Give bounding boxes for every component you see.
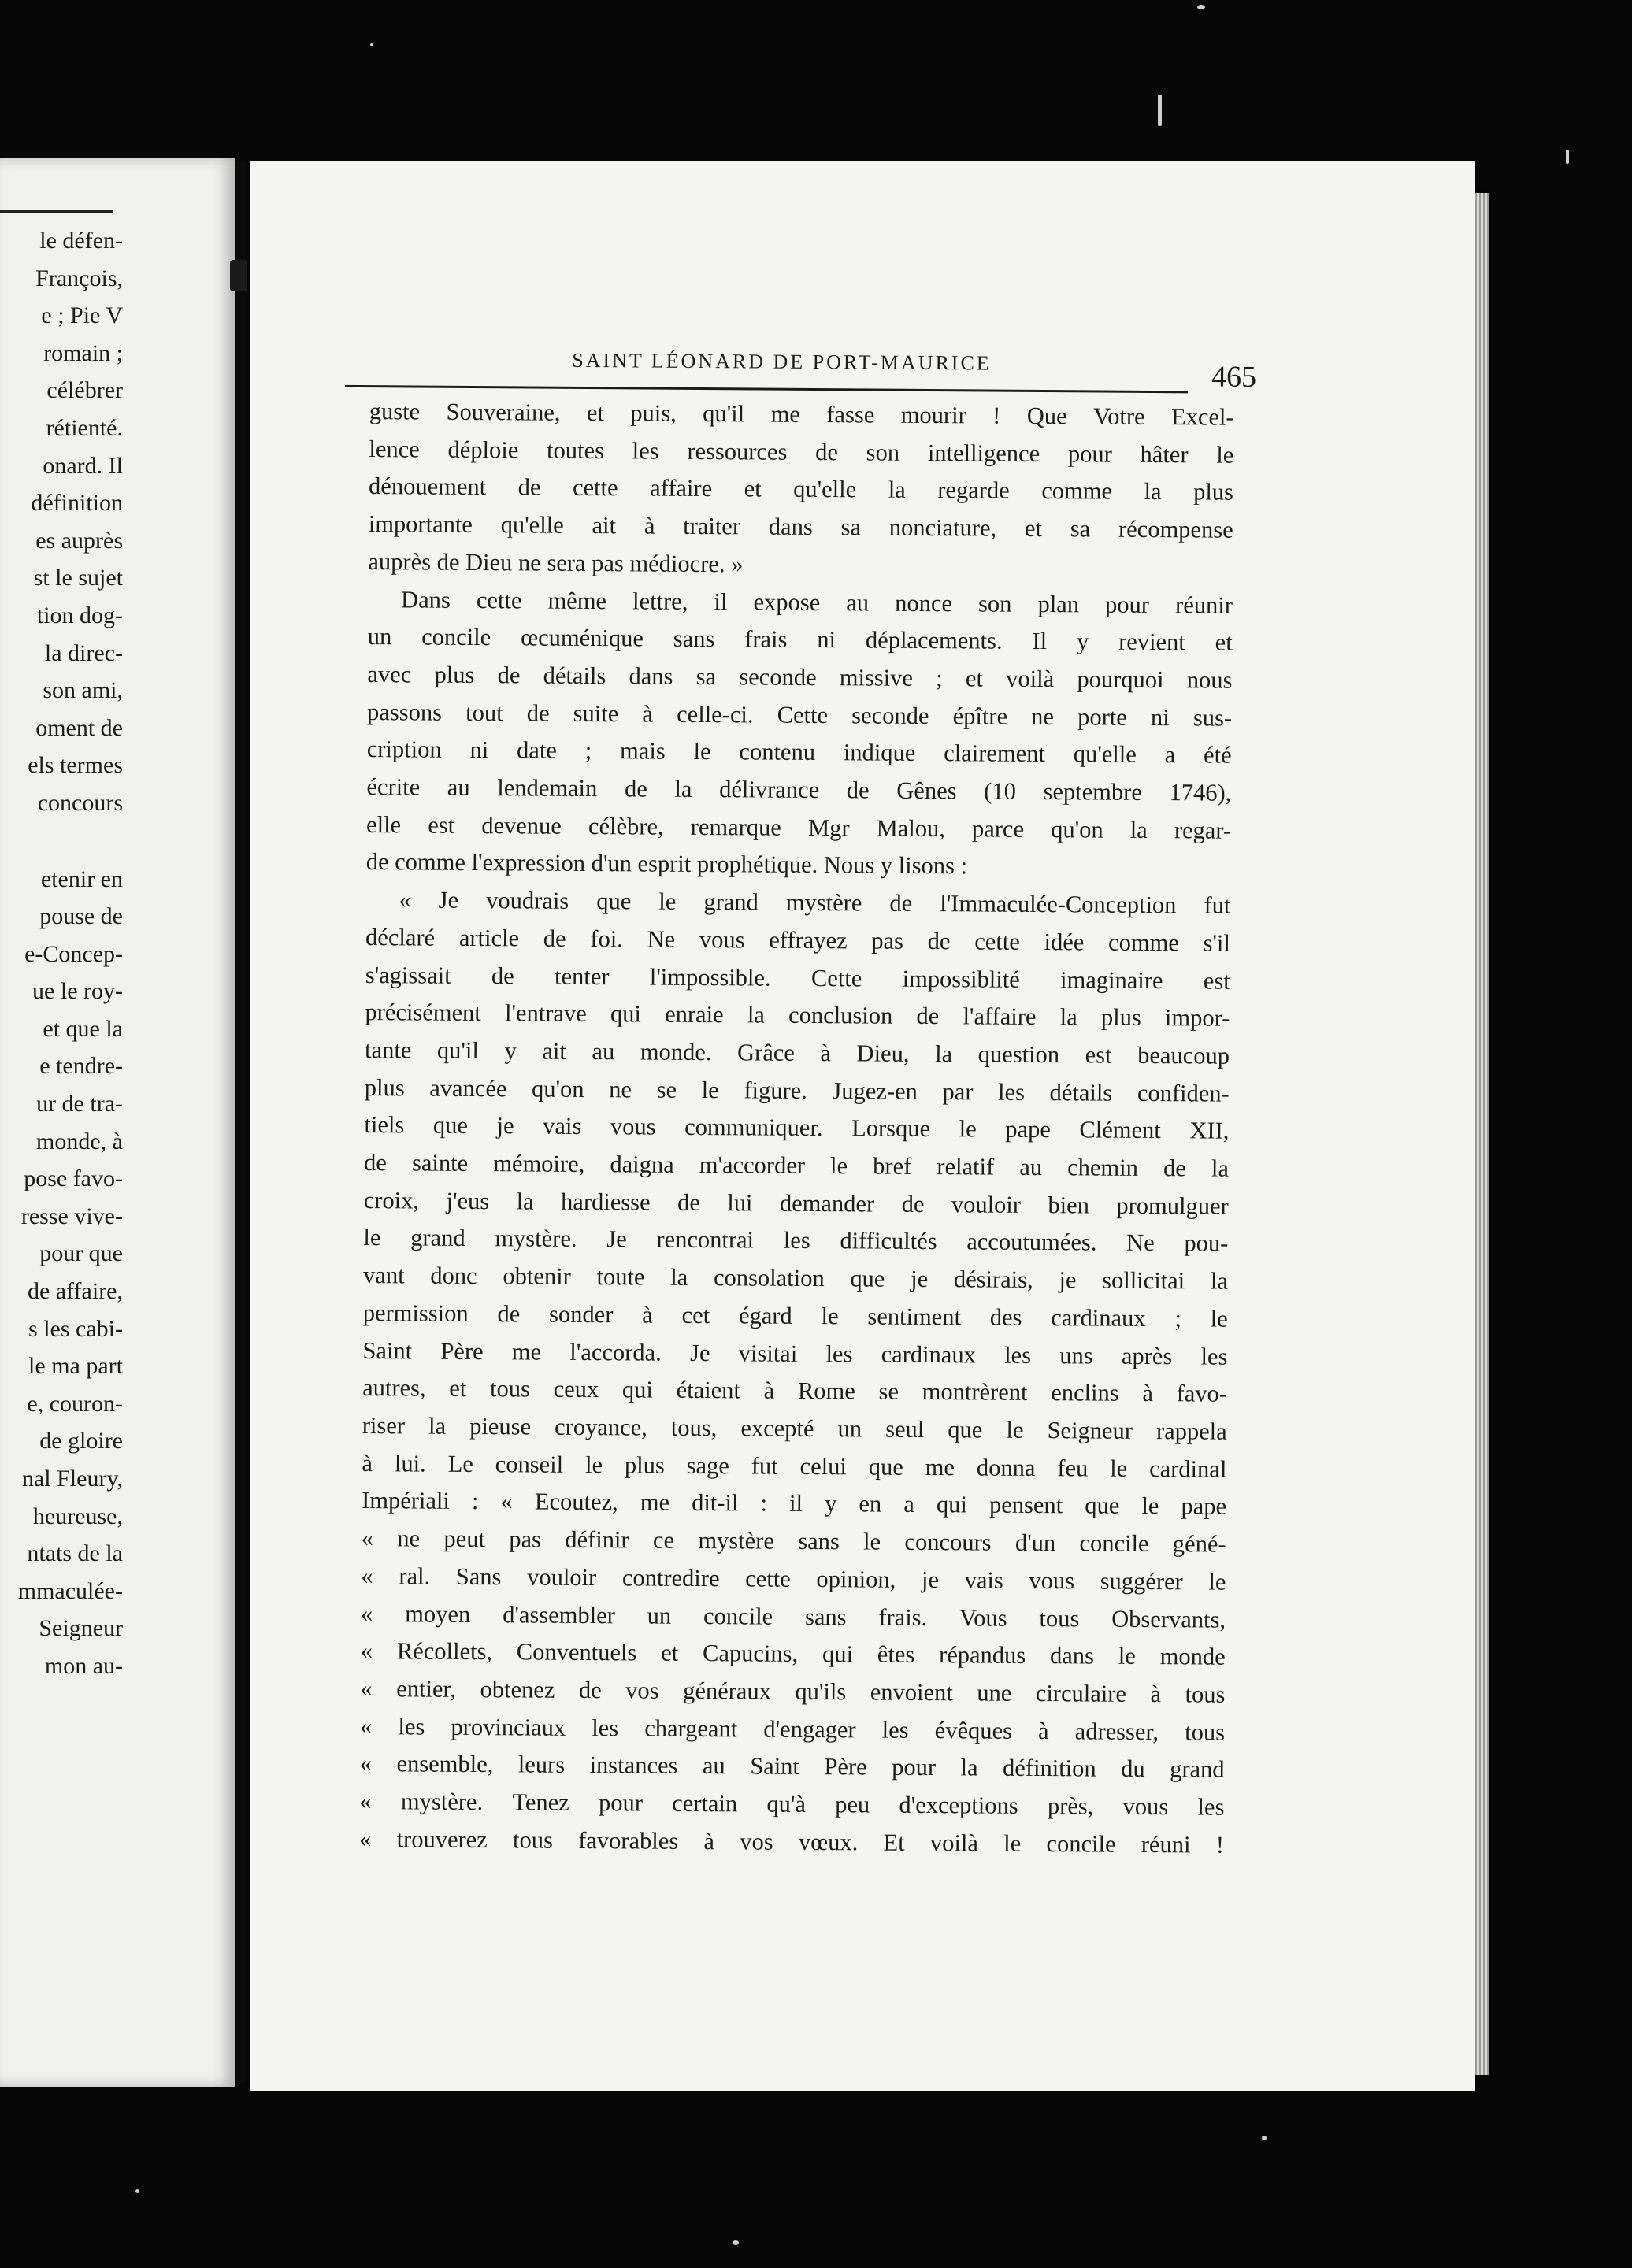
body-text — [359, 393, 1234, 1864]
left-page-line: ue le roy- — [32, 978, 123, 1005]
text-line: Impériali : « Ecoutez, me dit-il : il y en a qui pensent que le pape — [362, 1487, 1227, 1521]
text-line: écrite au lendemain de la délivrance de Gênes (10 septembre 1746), — [366, 773, 1232, 806]
text-line: Saint Père me l'accorda. Je visitai les cardinaux les uns après les — [362, 1336, 1228, 1370]
left-page-line: e tendre- — [39, 1053, 123, 1080]
left-page-line: es auprès — [35, 527, 123, 554]
text-line: importante qu'elle ait à traiter dans sa nonciature, et sa récompense — [368, 510, 1233, 543]
left-page-line: la direc- — [44, 639, 123, 666]
left-page-line: e-Concep- — [24, 940, 123, 967]
text-line: plus avancée qu'on ne se le figure. Jugez-en par les détails confiden- — [364, 1073, 1230, 1107]
text-line: avec plus de détails dans sa seconde missive ; et voilà pourquoi nous — [367, 660, 1233, 694]
left-page-line: de affaire, — [27, 1278, 123, 1305]
text-line: « mystère. Tenez pour certain qu'à peu d'exceptions près, vous les — [359, 1788, 1225, 1821]
text-line: elle est devenue célèbre, remarque Mgr Malou, parce qu'on la regar- — [366, 810, 1232, 844]
text-line: « ral. Sans vouloir contredire cette opinion, je vais vous suggérer le — [361, 1562, 1226, 1595]
text-line: le grand mystère. Je rencontrai les difficultés accoutumées. Ne pou- — [363, 1224, 1229, 1258]
left-page-line: le ma part — [28, 1353, 123, 1380]
left-page-line: e ; Pie V — [41, 302, 123, 329]
text-line: « moyen d'assembler un concile sans frais. Vous tous Observants, — [361, 1599, 1226, 1633]
left-page-line: oment de — [35, 714, 123, 741]
text-line: de sainte mémoire, daigna m'accorder le bref relatif au chemin de la — [364, 1149, 1230, 1182]
text-line: lence déploie toutes les ressources de son intelligence pour hâter le — [369, 435, 1234, 469]
left-page-line: etenir en — [40, 865, 123, 892]
text-line: de comme l'expression d'un esprit prophétique. Nous y lisons : — [365, 848, 968, 880]
left-page-line: resse vive- — [20, 1203, 123, 1229]
text-line: croix, j'eus la hardiesse de lui demander de vouloir bien promulguer — [363, 1186, 1229, 1220]
left-page-line: romain ; — [43, 339, 123, 366]
left-page-line: de gloire — [39, 1428, 123, 1455]
binding-clip — [230, 260, 247, 291]
text-line: riser la pieuse croyance, tous, excepté un seul que le Seigneur rappela — [362, 1412, 1227, 1445]
left-page-line: s les cabi- — [28, 1315, 123, 1342]
left-page-line: pose favo- — [24, 1166, 123, 1192]
left-page-line: pour que — [39, 1240, 123, 1267]
left-page-line: célébrer — [46, 377, 123, 404]
left-page-line: ntats de la — [27, 1540, 123, 1567]
left-page-line: François, — [35, 265, 123, 291]
left-page-rule — [0, 210, 113, 213]
text-line: s'agissait de tenter l'impossible. Cette impossiblité imaginaire est — [365, 961, 1230, 995]
text-line: autres, et tous ceux qui étaient à Rome se montrèrent enclins à favo- — [362, 1374, 1228, 1407]
left-page-line: onard. Il — [43, 452, 123, 479]
text-line: un concile œcuménique sans frais ni déplacements. Il y revient et — [367, 623, 1233, 656]
text-line: « Je voudrais que le grand mystère de l'Immaculée-Conception fut — [399, 886, 1231, 919]
text-line: « entier, obtenez de vos généraux qu'ils envoient une circulaire à tous — [360, 1674, 1226, 1708]
left-page-line: ur de tra- — [36, 1091, 123, 1117]
left-page-line: pouse de — [39, 903, 123, 930]
left-page-line: heureuse, — [32, 1503, 123, 1529]
text-line: passons tout de suite à celle-ci. Cette seconde épître ne porte ni sus- — [367, 698, 1233, 732]
left-page-line: rétienté. — [46, 414, 123, 441]
right-page — [250, 161, 1475, 2091]
left-page-line: son ami, — [43, 677, 123, 704]
left-page-line: définition — [31, 490, 123, 517]
page-number: 465 — [1211, 360, 1257, 394]
text-line: auprès de Dieu ne sera pas médiocre. » — [368, 547, 744, 578]
running-head: SAINT LÉONARD DE PORT-MAURICE — [572, 348, 992, 375]
left-page-line: mon au- — [44, 1652, 123, 1679]
left-page-line: els termes — [28, 752, 123, 779]
text-line: permission de sonder à cet égard le sentiment des cardinaux ; le — [362, 1299, 1228, 1332]
text-line: précisément l'entrave qui enraie la conclusion de l'affaire la plus impor- — [365, 999, 1230, 1032]
text-line: tiels que je vais vous communiquer. Lorsque le pape Clément XII, — [364, 1111, 1230, 1145]
text-line: dénouement de cette affaire et qu'elle la regarde comme la plus — [369, 472, 1234, 506]
left-page-text — [5, 222, 123, 1685]
left-page-line: nal Fleury, — [21, 1466, 123, 1492]
left-page-line: Seigneur — [39, 1615, 123, 1642]
left-page-line: le défen- — [39, 228, 123, 254]
left-page-line: tion dog- — [36, 602, 123, 628]
text-line: à lui. Le conseil le plus sage fut celui que me donna feu le cardinal — [362, 1449, 1227, 1483]
text-line: « ne peut pas définir ce mystère sans le concours d'un concile géné- — [361, 1525, 1226, 1558]
text-line: « ensemble, leurs instances au Saint Père pour la définition du grand — [359, 1750, 1225, 1783]
text-line: déclaré article de foi. Ne vous effrayez pas de cette idée comme s'il — [365, 923, 1231, 957]
left-page-line: monde, à — [36, 1128, 123, 1154]
left-page-line: mmaculée- — [17, 1577, 123, 1604]
text-line: « Récollets, Conventuels et Capucins, qui êtes répandus dans le monde — [360, 1637, 1226, 1670]
left-page-line: et que la — [43, 1015, 123, 1042]
text-line: cription ni date ; mais le contenu indique clairement qu'elle a été — [366, 736, 1232, 769]
left-page-line: concours — [37, 789, 123, 816]
text-line: tante qu'il y ait au monde. Grâce à Dieu, la question est beaucoup — [365, 1036, 1230, 1069]
text-line: guste Souveraine, et puis, qu'il me fasse mourir ! Que Votre Excel- — [369, 398, 1234, 431]
header-rule — [345, 385, 1188, 393]
text-line: « les provinciaux les chargeant d'engager les évêques à adresser, tous — [360, 1712, 1226, 1746]
text-line: vant donc obtenir toute la consolation que je désirais, je sollicitai la — [363, 1262, 1229, 1295]
text-line: Dans cette même lettre, il expose au nonce son plan pour réunir — [401, 585, 1233, 619]
left-page-line: st le sujet — [33, 565, 123, 591]
text-line: « trouverez tous favorables à vos vœux. Et voilà le concile réuni ! — [359, 1825, 1225, 1858]
left-page-line: e, couron- — [27, 1390, 123, 1417]
